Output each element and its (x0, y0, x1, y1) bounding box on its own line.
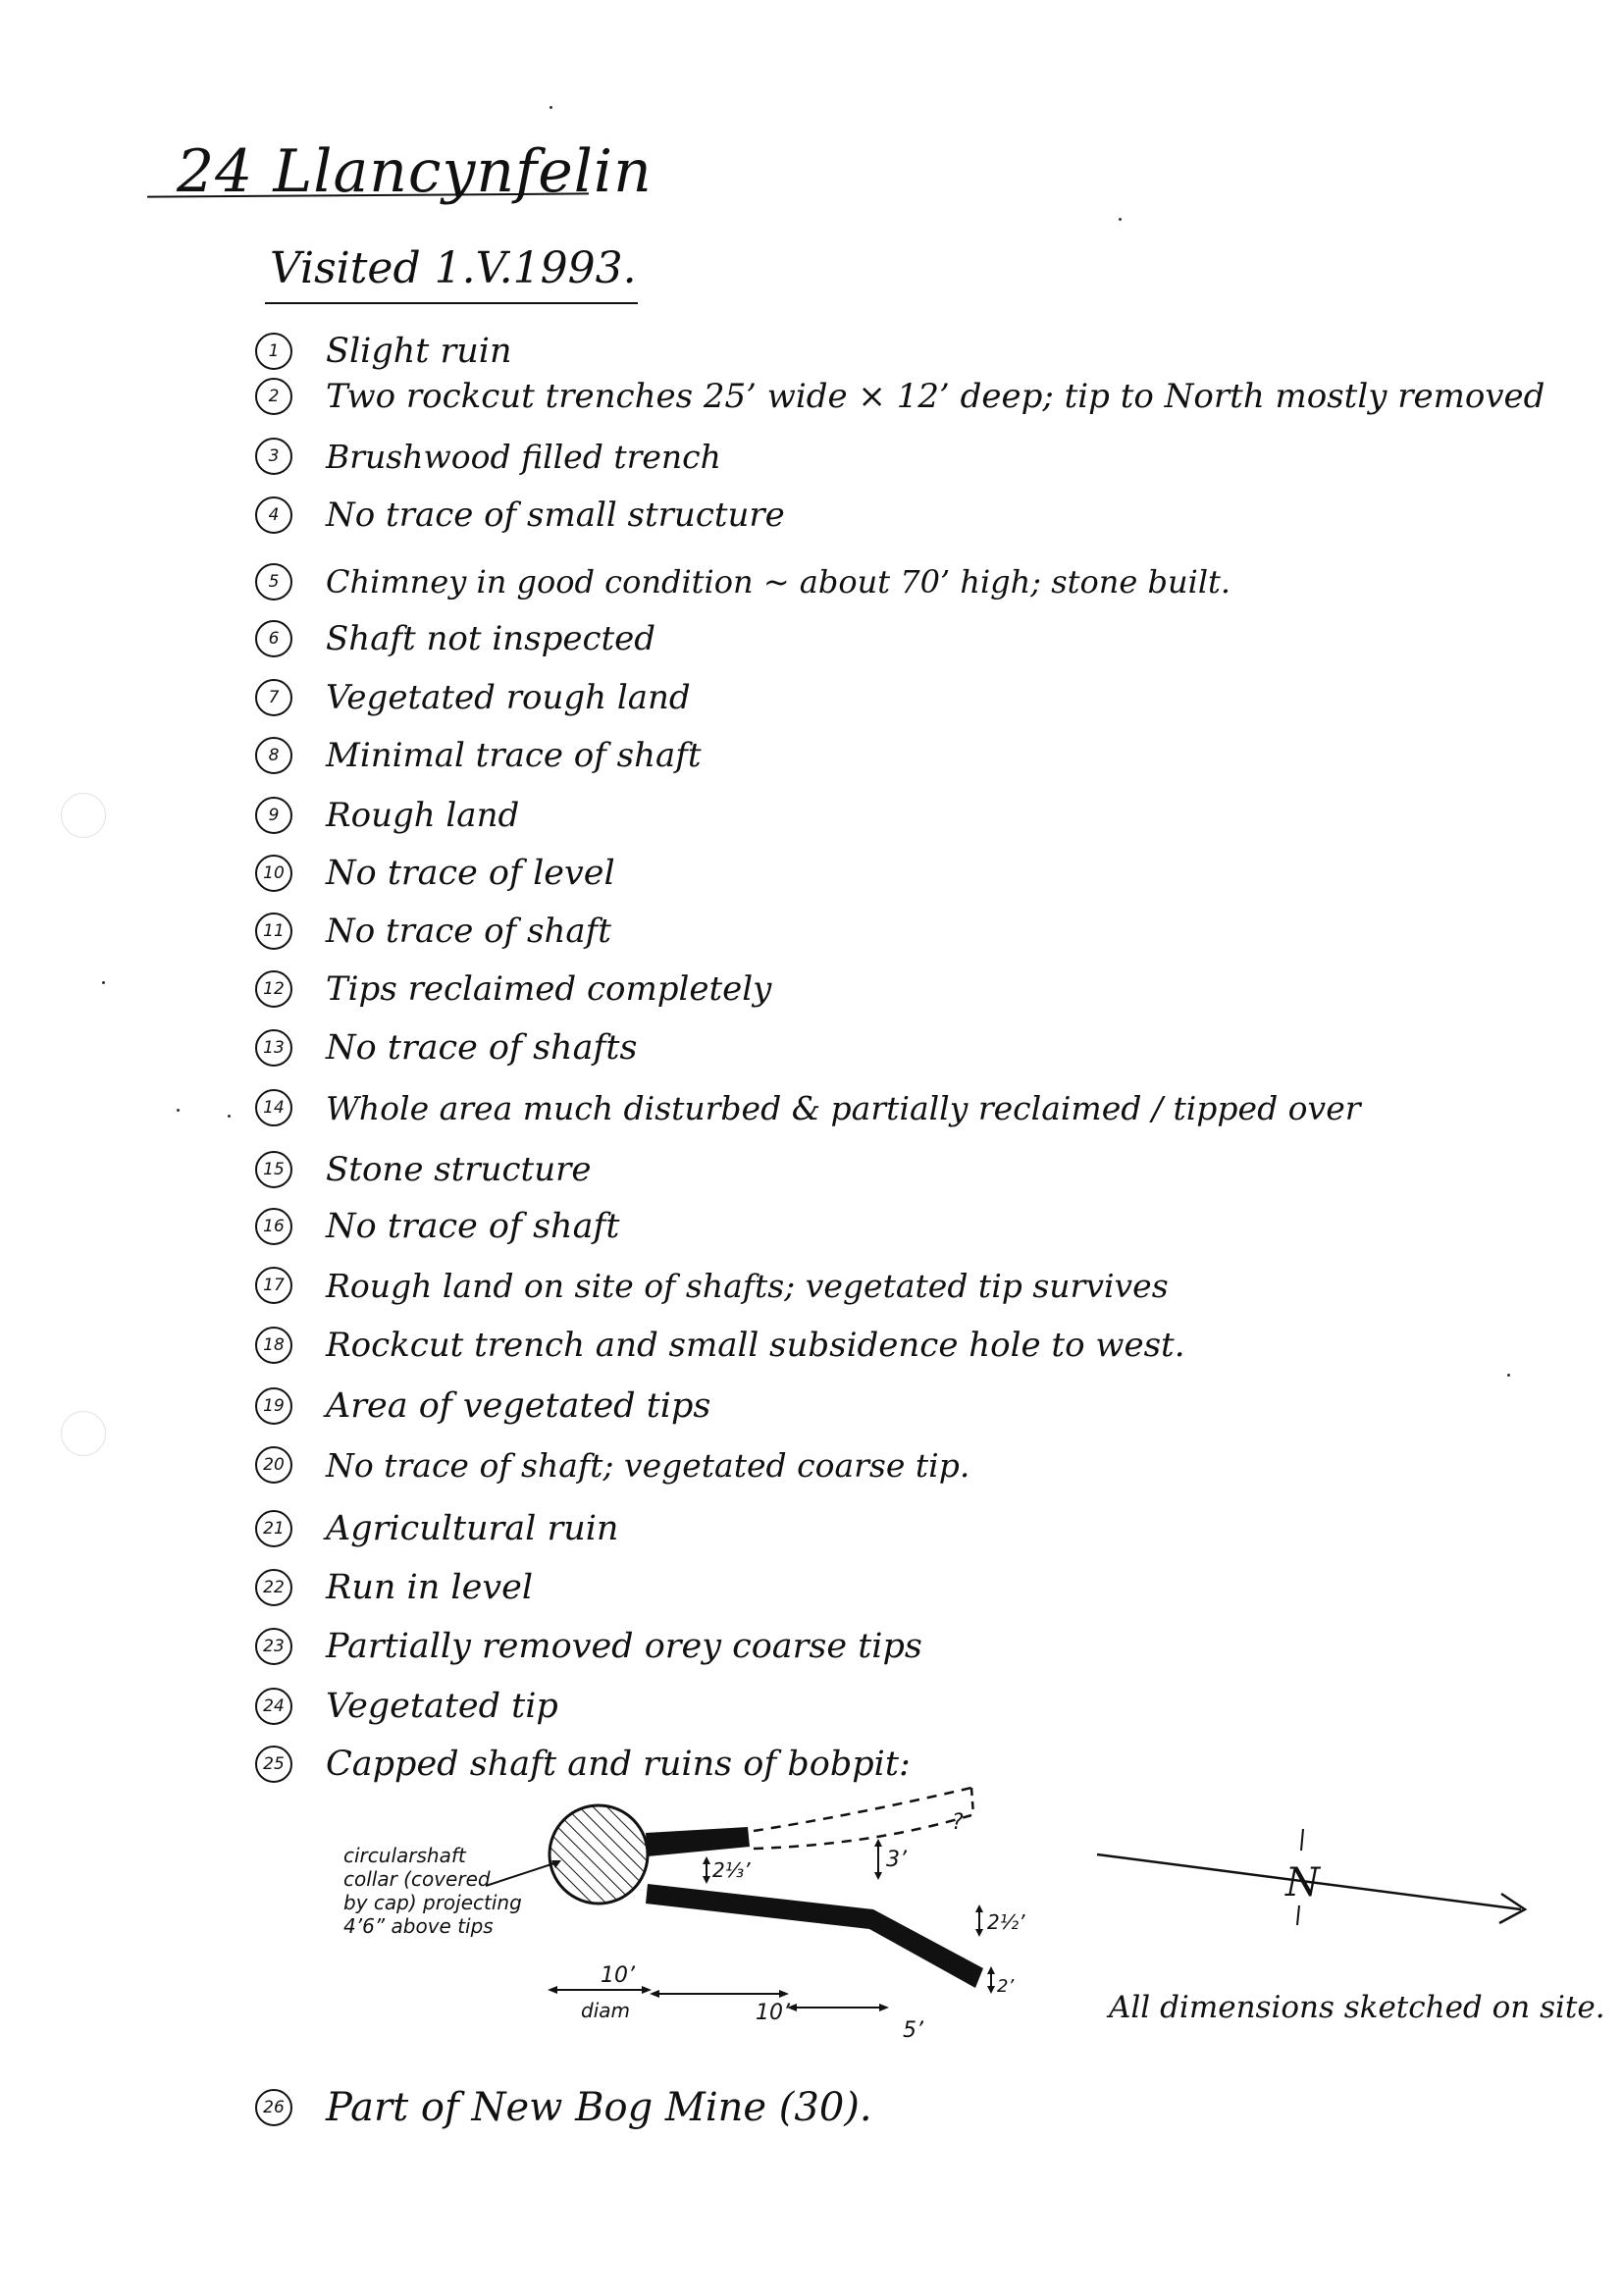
item-number: 25 (255, 1746, 292, 1783)
list-item (255, 1020, 637, 1075)
dim-lower-width: 2½’ (987, 1910, 1025, 1934)
item-number: 3 (255, 438, 292, 475)
item-number: 20 (255, 1446, 292, 1484)
sketch-footnote: All dimensions sketched on site. (1109, 1990, 1605, 2025)
item-text: No trace of level (326, 854, 615, 893)
item-number: 12 (255, 970, 292, 1008)
dim-end: 5’ (903, 2018, 923, 2043)
list-item (255, 611, 655, 666)
item-number: 26 (255, 2089, 292, 2126)
list-item (255, 788, 519, 843)
item-number: 19 (255, 1387, 292, 1425)
item-text: Whole area much disturbed & partially reclaimed / tipped over (326, 1088, 1361, 1127)
list-item (255, 1318, 1185, 1373)
bobpit-sketch (324, 1747, 1025, 2043)
north-arrow (1089, 1815, 1541, 1953)
item-text: Two rockcut trenches 25’ wide × 12’ deep; tip to North mostly removed (326, 377, 1545, 416)
shaft-circle (550, 1805, 648, 1904)
item-text: Area of vegetated tips (326, 1386, 711, 1426)
unknown-mark: ? (952, 1810, 964, 1835)
list-item (255, 846, 615, 901)
item-text: No trace of shafts (326, 1028, 638, 1068)
north-tick-bottom (1297, 1905, 1299, 1925)
upper-wall (646, 1827, 750, 1856)
dashed-upper (754, 1788, 971, 1831)
dim-tip-width: 2’ (997, 1976, 1015, 1997)
list-item (255, 1679, 558, 1734)
item-text: Brushwood filled trench (326, 437, 721, 476)
shaft-label-line: by cap) projecting (343, 1891, 522, 1914)
list-item (255, 1560, 533, 1615)
item-number: 22 (255, 1569, 292, 1606)
list-item (255, 429, 721, 484)
north-letter: N (1285, 1860, 1320, 1905)
list-item (255, 962, 771, 1017)
page-title: 24 Llancynfelin (177, 137, 653, 206)
item-number: 13 (255, 1029, 292, 1067)
item-text: Rockcut trench and small subsidence hole to west. (326, 1326, 1185, 1365)
list-item (255, 728, 702, 783)
item-number: 5 (255, 563, 292, 600)
item-number: 4 (255, 496, 292, 534)
dashed-end (971, 1788, 973, 1815)
list-item (255, 1501, 618, 1556)
item-text: Vegetated rough land (326, 678, 691, 717)
item-number: 21 (255, 1510, 292, 1547)
item-number: 17 (255, 1267, 292, 1304)
item-text: Partially removed orey coarse tips (326, 1627, 922, 1666)
item-text: No trace of small structure (326, 496, 785, 535)
list-item (255, 554, 1230, 609)
shaft-label (343, 1844, 528, 1938)
list-item (255, 1437, 969, 1492)
dim-diameter: 10’ (601, 1963, 635, 1988)
item-text: Rough land (326, 796, 520, 835)
dim-upper-width: 2⅓’ (712, 1858, 751, 1882)
item-number: 15 (255, 1151, 292, 1188)
list-item (255, 1379, 710, 1434)
shaft-label-line: collar (covered (343, 1867, 491, 1891)
shaft-label-line: 4’6” above tips (343, 1914, 494, 1938)
item-text: Chimney in good condition ~ about 70’ high; stone built. (326, 563, 1231, 600)
item-text: Agricultural ruin (326, 1509, 619, 1548)
item-number: 18 (255, 1327, 292, 1364)
item-text: Minimal trace of shaft (326, 736, 702, 775)
item-text: Part of New Bog Mine (30). (326, 2085, 872, 2130)
item-text: Stone structure (326, 1150, 592, 1189)
list-item (255, 488, 785, 543)
item-text: Capped shaft and ruins of bobpit: (326, 1745, 911, 1784)
item-number: 24 (255, 1688, 292, 1725)
item-number: 6 (255, 620, 292, 657)
item-text: No trace of shaft (326, 1207, 620, 1246)
item-text: Tips reclaimed completely (326, 969, 772, 1009)
north-tick-top (1301, 1829, 1303, 1851)
item-number: 1 (255, 333, 292, 370)
item-text: No trace of shaft; vegetated coarse tip. (326, 1445, 970, 1485)
list-item (255, 2085, 872, 2130)
list-item (255, 670, 691, 725)
dim-gap: 10’ (756, 2001, 790, 2025)
list-item (255, 1199, 619, 1254)
dim-spacing: 3’ (886, 1848, 907, 1872)
item-number: 2 (255, 378, 292, 415)
visited-date: Visited 1.V.1993. (270, 243, 637, 293)
dim-diameter-unit: diam (581, 1999, 630, 2022)
item-number: 16 (255, 1208, 292, 1245)
item-text: Rough land on site of shafts; vegetated tip survives (326, 1266, 1169, 1305)
item-number: 8 (255, 737, 292, 774)
item-text: No trace of shaft (326, 912, 611, 951)
shaft-label-line: circularshaft (343, 1844, 466, 1867)
item-number: 11 (255, 913, 292, 950)
lower-wall (646, 1884, 983, 1988)
item-number: 7 (255, 679, 292, 716)
item-text: Slight ruin (326, 332, 512, 371)
item-number: 23 (255, 1628, 292, 1665)
list-item (255, 369, 1544, 424)
list-item (255, 1258, 1169, 1313)
item-number: 9 (255, 797, 292, 834)
item-text: Shaft not inspected (326, 619, 656, 658)
list-item (255, 904, 611, 959)
list-item (255, 1080, 1361, 1135)
item-text: Run in level (326, 1568, 534, 1607)
item-text: Vegetated tip (326, 1687, 558, 1726)
dashed-lower (754, 1815, 971, 1849)
list-item (255, 1142, 592, 1197)
item-number: 10 (255, 855, 292, 892)
list-item (255, 1619, 922, 1674)
item-number: 14 (255, 1089, 292, 1126)
